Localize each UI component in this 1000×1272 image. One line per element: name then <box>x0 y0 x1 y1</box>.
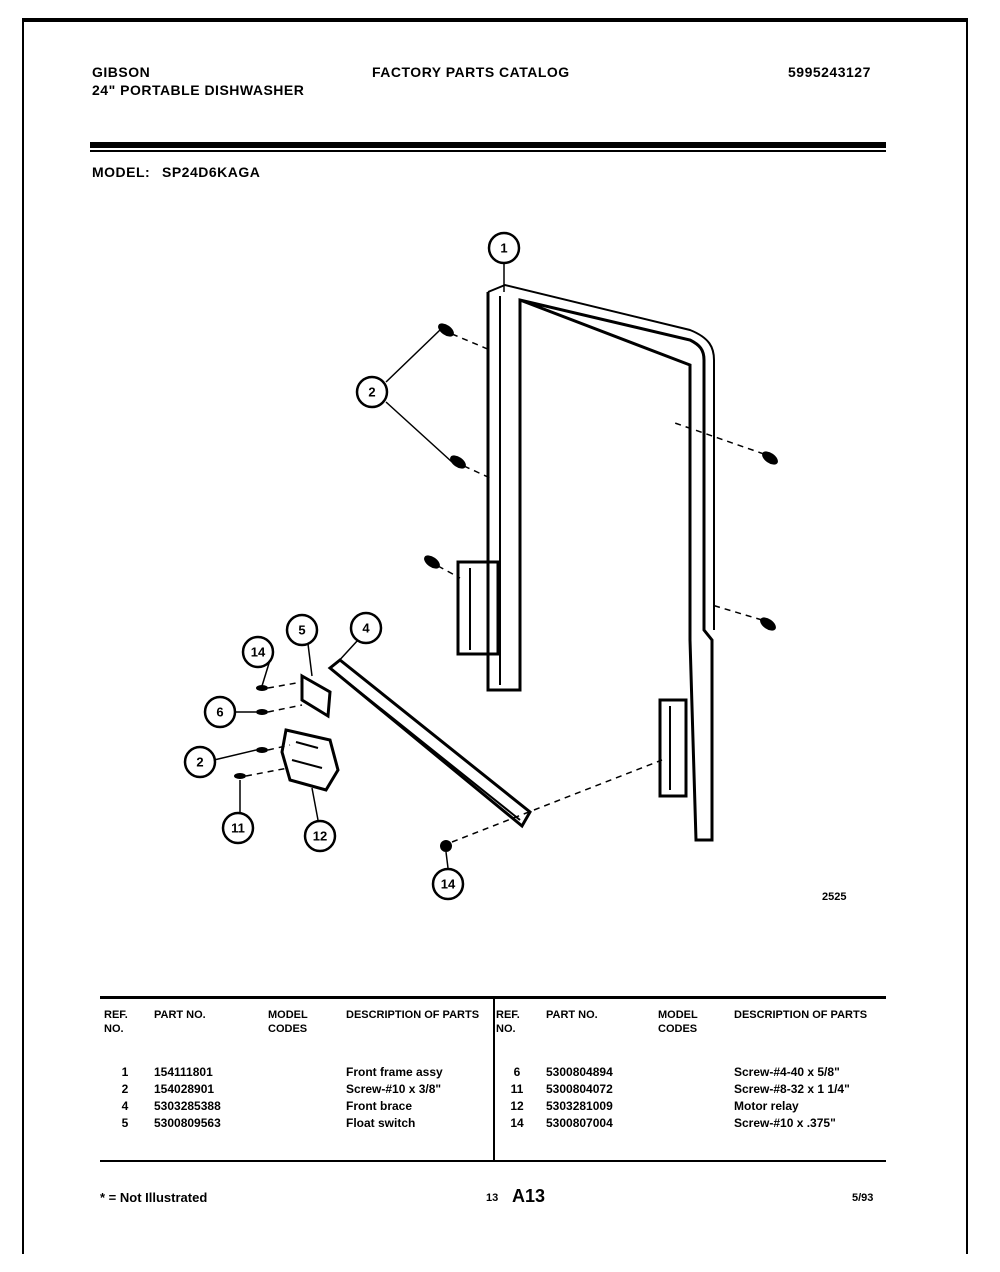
header-rule-thin <box>90 150 886 152</box>
callout-2b: 2 <box>196 754 204 770</box>
header-description: DESCRIPTION OF PARTS <box>346 1009 480 1021</box>
callout-14a: 14 <box>250 644 266 660</box>
float-switch-bracket <box>302 676 330 716</box>
header-rule <box>90 142 886 148</box>
product-name: 24" PORTABLE DISHWASHER <box>92 82 305 98</box>
table-bottom-rule <box>100 1160 886 1162</box>
table-row: 4 5303285388 Front brace 12 5303281009 Motor relay <box>121 1099 799 1113</box>
right-bracket <box>660 700 686 796</box>
catalog-number: 5995243127 <box>788 64 871 80</box>
motor-relay <box>282 730 338 790</box>
header-part-no-right: PART NO. <box>546 1009 598 1021</box>
page-number: 13 <box>486 1192 499 1204</box>
callout-14b: 14 <box>440 876 456 892</box>
table-row: 2 154028901 Screw-#10 x 3/8" 11 5300804072 Screw-#8-32 x 1 1/4" <box>121 1082 850 1096</box>
left-bracket <box>458 562 498 654</box>
model-label: MODEL: <box>92 164 151 180</box>
header-ref-no-right: REF. NO. <box>496 1009 520 1035</box>
header-description-right: DESCRIPTION OF PARTS <box>734 1009 868 1021</box>
model-value: SP24D6KAGA <box>162 164 261 180</box>
callout-6: 6 <box>216 704 224 720</box>
not-illustrated-note: * = Not Illustrated <box>100 1190 208 1205</box>
callout-1: 1 <box>500 240 508 256</box>
header-model-codes-right: MODEL CODES <box>658 1009 698 1035</box>
table-row: 1 154111801 Front frame assy 6 5300804894 Screw-#4-40 x 5/8" <box>121 1065 840 1079</box>
callout-12: 12 <box>312 828 328 844</box>
brand-name: GIBSON <box>92 64 151 80</box>
catalog-title: FACTORY PARTS CATALOG <box>372 64 570 80</box>
header-part-no: PART NO. <box>154 1009 206 1021</box>
callout-11: 11 <box>231 820 245 836</box>
callout-5: 5 <box>298 622 306 638</box>
callout-4: 4 <box>362 620 370 636</box>
section-code: A13 <box>512 1186 546 1206</box>
exploded-parts-diagram <box>0 200 1000 920</box>
revision-date: 5/93 <box>852 1192 874 1204</box>
header-ref-no: REF. NO. <box>104 1009 128 1035</box>
callout-2a: 2 <box>368 384 376 400</box>
front-frame <box>488 292 712 840</box>
header-model-codes: MODEL CODES <box>268 1009 308 1035</box>
table-row: 5 5300809563 Float switch 14 5300807004 Screw-#10 x .375" <box>121 1116 836 1130</box>
drawing-number: 2525 <box>822 891 847 903</box>
parts-table <box>100 1006 886 1132</box>
